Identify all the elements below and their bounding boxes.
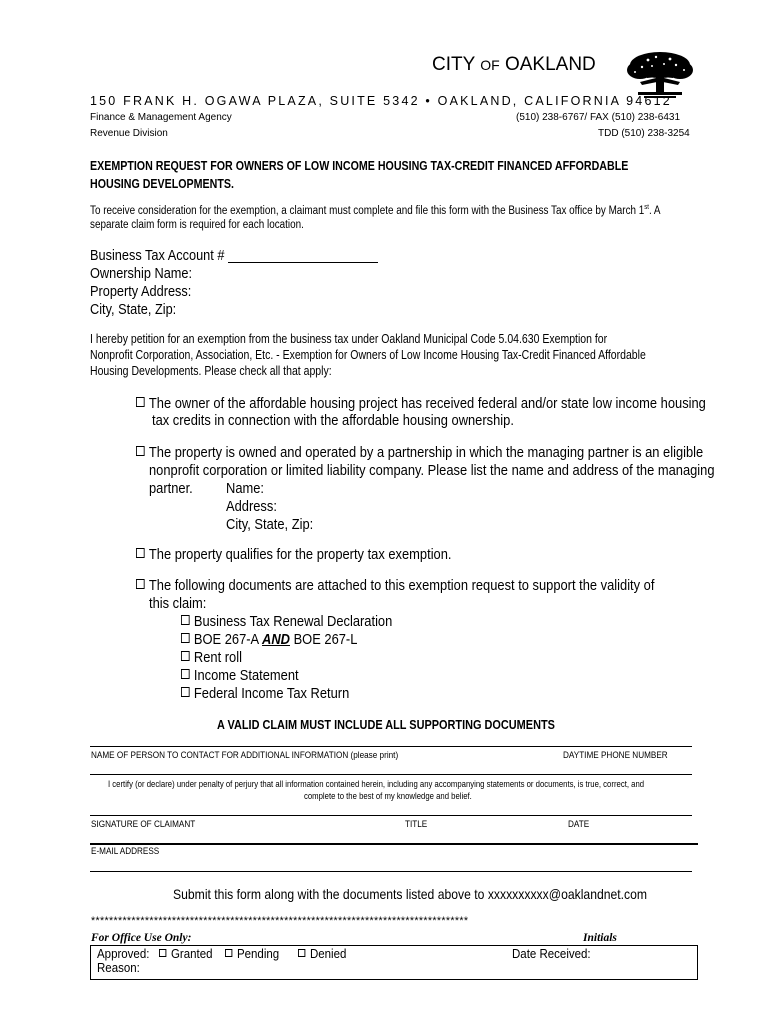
initials-label: Initials	[583, 932, 617, 944]
of-word: OF	[480, 57, 500, 73]
checkbox-rent-roll[interactable]	[181, 651, 190, 661]
form-title-line2: HOUSING DEVELOPMENTS.	[90, 176, 234, 191]
contact-name-label: NAME OF PERSON TO CONTACT FOR ADDITIONAL INFORMATION (please print)	[91, 750, 399, 761]
doc-item-label: BOE 267-L	[293, 631, 358, 648]
granted-label: Granted	[170, 947, 213, 961]
doc-item-label: BOE 267-A	[193, 631, 259, 648]
checkbox-property-tax[interactable]	[136, 548, 145, 558]
signature-label: SIGNATURE OF CLAIMANT	[91, 819, 196, 830]
checkbox-denied[interactable]	[298, 949, 305, 957]
certify-divider	[90, 774, 692, 775]
account-label: Business Tax Account #	[90, 247, 225, 264]
status-denied[interactable]	[298, 947, 346, 961]
oakland-word: OAKLAND	[504, 54, 596, 75]
petition-line2: Nonprofit Corporation, Association, Etc. - Exemption for Owners of Low Income Housing Tax-Credit Financed Affordable	[90, 348, 646, 362]
and-emphasis: AND	[262, 631, 290, 648]
doc-item-label: Federal Income Tax Return	[193, 685, 350, 702]
certify-line2: complete to the best of my knowledge and belief.	[304, 791, 472, 801]
division-name: Revenue Division	[90, 128, 168, 139]
certify-line1: I certify (or declare) under penalty of perjury that all information contained herein, including any accompanying statements or documents, is true, correct, and	[108, 779, 645, 789]
city-title	[432, 54, 596, 76]
option-property-tax-text: The property qualifies for the property tax exemption.	[148, 546, 452, 563]
checkbox-partnership[interactable]	[136, 446, 145, 456]
ownership-label: Ownership Name:	[90, 265, 193, 282]
reason-label: Reason:	[97, 961, 140, 975]
doc-item-label: Business Tax Renewal Declaration	[193, 613, 393, 630]
option-property-tax[interactable]	[136, 546, 451, 563]
option-partnership-text: The property is owned and operated by a partnership in which the managing partner is an eligible	[148, 444, 704, 461]
email-label: E-MAIL ADDRESS	[91, 846, 160, 857]
checkbox-federal-tax-return[interactable]	[181, 687, 190, 697]
phone-fax: (510) 238-6767/ FAX (510) 238-6431	[516, 112, 680, 123]
checkbox-renewal-declaration[interactable]	[181, 615, 190, 625]
option-owner-credits-text: The owner of the affordable housing project has received federal and/or state low income housing	[148, 395, 706, 412]
property-label: Property Address:	[90, 283, 192, 300]
agency-name: Finance & Management Agency	[90, 112, 232, 123]
checkbox-income-statement[interactable]	[181, 669, 190, 679]
star-divider: ************************************************************************************	[91, 915, 469, 927]
partner-city-label: City, State, Zip:	[226, 516, 314, 533]
checkbox-pending[interactable]	[225, 949, 232, 957]
contact-line[interactable]	[90, 746, 692, 747]
option-owner-credits[interactable]	[136, 395, 706, 412]
doc-item-label: Rent roll	[193, 649, 242, 666]
partner-name-label: Name:	[226, 480, 265, 497]
date-label: DATE	[568, 819, 590, 830]
form-title-line1: EXEMPTION REQUEST FOR OWNERS OF LOW INCOME HOUSING TAX-CREDIT FINANCED AFFORDABLE	[90, 158, 629, 173]
doc-item-label: Income Statement	[193, 667, 299, 684]
denied-label: Denied	[309, 947, 347, 961]
petition-line3: Housing Developments. Please check all that apply:	[90, 364, 332, 378]
city-word: CITY	[432, 54, 475, 75]
option-documents[interactable]	[136, 577, 654, 594]
petition-line1: I hereby petition for an exemption from the business tax under Oakland Municipal Code 5.04.630 Exemption for	[90, 332, 608, 346]
option-partnership-line2: nonprofit corporation or limited liability company. Please list the name and address of the managing	[149, 462, 715, 479]
email-line[interactable]	[90, 843, 698, 845]
checkbox-granted[interactable]	[159, 949, 166, 957]
account-input-line[interactable]	[228, 262, 378, 263]
intro-line1	[90, 204, 661, 217]
email-bottom-line	[90, 871, 692, 872]
intro-text-end: . A	[648, 204, 661, 217]
doc-item[interactable]	[181, 631, 357, 648]
signature-line[interactable]	[90, 815, 692, 816]
daytime-phone-label: DAYTIME PHONE NUMBER	[563, 750, 668, 761]
option-owner-credits-line2: tax credits in connection with the affordable housing ownership.	[152, 412, 514, 429]
title-label: TITLE	[405, 819, 428, 830]
doc-item[interactable]	[181, 685, 349, 702]
checkbox-boe[interactable]	[181, 633, 190, 643]
checkbox-documents[interactable]	[136, 579, 145, 589]
doc-item[interactable]	[181, 667, 299, 684]
valid-claim-notice: A VALID CLAIM MUST INCLUDE ALL SUPPORTING DOCUMENTS	[217, 717, 555, 732]
approved-label: Approved:	[97, 947, 150, 961]
partner-label: partner.	[149, 480, 193, 497]
option-partnership[interactable]	[136, 444, 703, 461]
doc-item[interactable]	[181, 649, 242, 666]
status-pending[interactable]	[225, 947, 279, 961]
option-documents-line2: this claim:	[149, 595, 207, 612]
checkbox-owner-credits[interactable]	[136, 397, 145, 407]
pending-label: Pending	[236, 947, 280, 961]
office-use-heading: For Office Use Only:	[91, 932, 192, 944]
intro-line2: separate claim form is required for each location.	[90, 219, 304, 231]
partner-address-label: Address:	[226, 498, 277, 515]
status-granted[interactable]	[159, 947, 213, 961]
intro-superscript: st	[644, 204, 649, 211]
date-received-label: Date Received:	[512, 947, 591, 961]
option-documents-text: The following documents are attached to this exemption request to support the validity of	[148, 577, 655, 594]
office-use-box	[90, 945, 698, 980]
doc-item[interactable]	[181, 613, 392, 630]
city-label: City, State, Zip:	[90, 301, 177, 318]
submit-instruction: Submit this form along with the documents listed above to xxxxxxxxxx@oaklandnet.com	[173, 886, 648, 902]
street-address: 150 FRANK H. OGAWA PLAZA, SUITE 5342 • OAKLAND, CALIFORNIA 94612	[90, 94, 672, 108]
tdd-number: TDD (510) 238-3254	[598, 128, 690, 139]
intro-text: To receive consideration for the exemption, a claimant must complete and file this form with the Business Tax office by March 1	[90, 204, 645, 217]
